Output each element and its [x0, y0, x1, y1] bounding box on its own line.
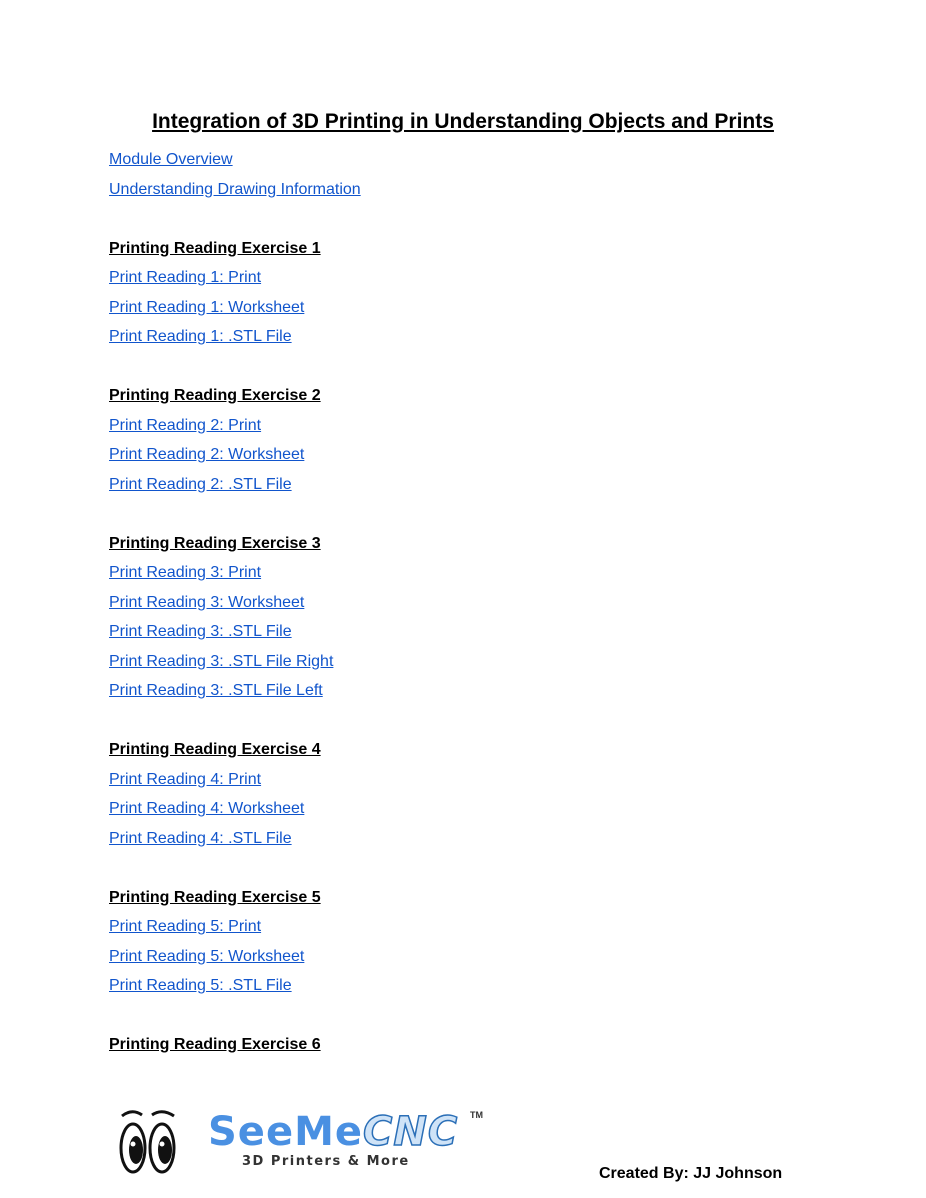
link-worksheet[interactable]: Print Reading 5: Worksheet — [109, 947, 305, 965]
link-worksheet[interactable]: Print Reading 4: Worksheet — [109, 800, 305, 817]
section-heading: Printing Reading Exercise 2 — [109, 387, 321, 404]
section-heading: Printing Reading Exercise 1 — [109, 239, 321, 257]
logo-trademark: TM — [470, 1110, 483, 1120]
link-module-overview[interactable]: Module Overview — [109, 151, 233, 168]
section-heading: Printing Reading Exercise 3 — [109, 534, 321, 552]
link-understanding-drawing-information[interactable]: Understanding Drawing Information — [109, 180, 361, 198]
logo-wordmark — [208, 1108, 458, 1156]
link-stl-file[interactable]: Print Reading 1: .STL File — [109, 328, 292, 345]
section-exercise-3 — [109, 529, 809, 706]
link-stl-file[interactable]: Print Reading 4: .STL File — [109, 829, 292, 847]
author-credit: Created By: JJ Johnson — [599, 1165, 783, 1182]
link-print[interactable]: Print Reading 1: Print — [109, 269, 262, 286]
link-stl-file-right[interactable]: Print Reading 3: .STL File Right — [109, 652, 334, 670]
logo-brand-cnc: CNC — [363, 1109, 459, 1155]
top-links — [109, 145, 809, 204]
section-exercise-2 — [109, 381, 809, 499]
seemecnc-logo — [118, 1106, 484, 1178]
link-print[interactable]: Print Reading 4: Print — [109, 770, 262, 788]
link-stl-file-left[interactable]: Print Reading 3: .STL File Left — [109, 682, 323, 699]
link-worksheet[interactable]: Print Reading 2: Worksheet — [109, 446, 305, 463]
section-heading: Printing Reading Exercise 4 — [109, 741, 321, 758]
link-stl-file[interactable]: Print Reading 2: .STL File — [109, 475, 292, 493]
page-title: Integration of 3D Printing in Understanding Objects and Prints — [152, 110, 774, 133]
link-stl-file[interactable]: Print Reading 5: .STL File — [109, 977, 292, 994]
link-print[interactable]: Print Reading 3: Print — [109, 564, 262, 581]
link-stl-file[interactable]: Print Reading 3: .STL File — [109, 623, 292, 640]
link-worksheet[interactable]: Print Reading 3: Worksheet — [109, 593, 305, 611]
section-heading: Printing Reading Exercise 5 — [109, 888, 321, 906]
document-body — [109, 145, 809, 1060]
link-print[interactable]: Print Reading 2: Print — [109, 416, 262, 434]
section-heading: Printing Reading Exercise 6 — [109, 1036, 321, 1053]
logo-tagline: 3D Printers & More — [242, 1154, 410, 1169]
link-worksheet[interactable]: Print Reading 1: Worksheet — [109, 298, 305, 316]
section-exercise-6 — [109, 1030, 809, 1060]
link-print[interactable]: Print Reading 5: Print — [109, 918, 262, 935]
section-exercise-4 — [109, 735, 809, 853]
section-exercise-5 — [109, 883, 809, 1001]
logo-brand-seeme: SeeMe — [208, 1109, 363, 1155]
cartoon-eyes-icon — [118, 1106, 178, 1178]
section-exercise-1 — [109, 234, 809, 352]
